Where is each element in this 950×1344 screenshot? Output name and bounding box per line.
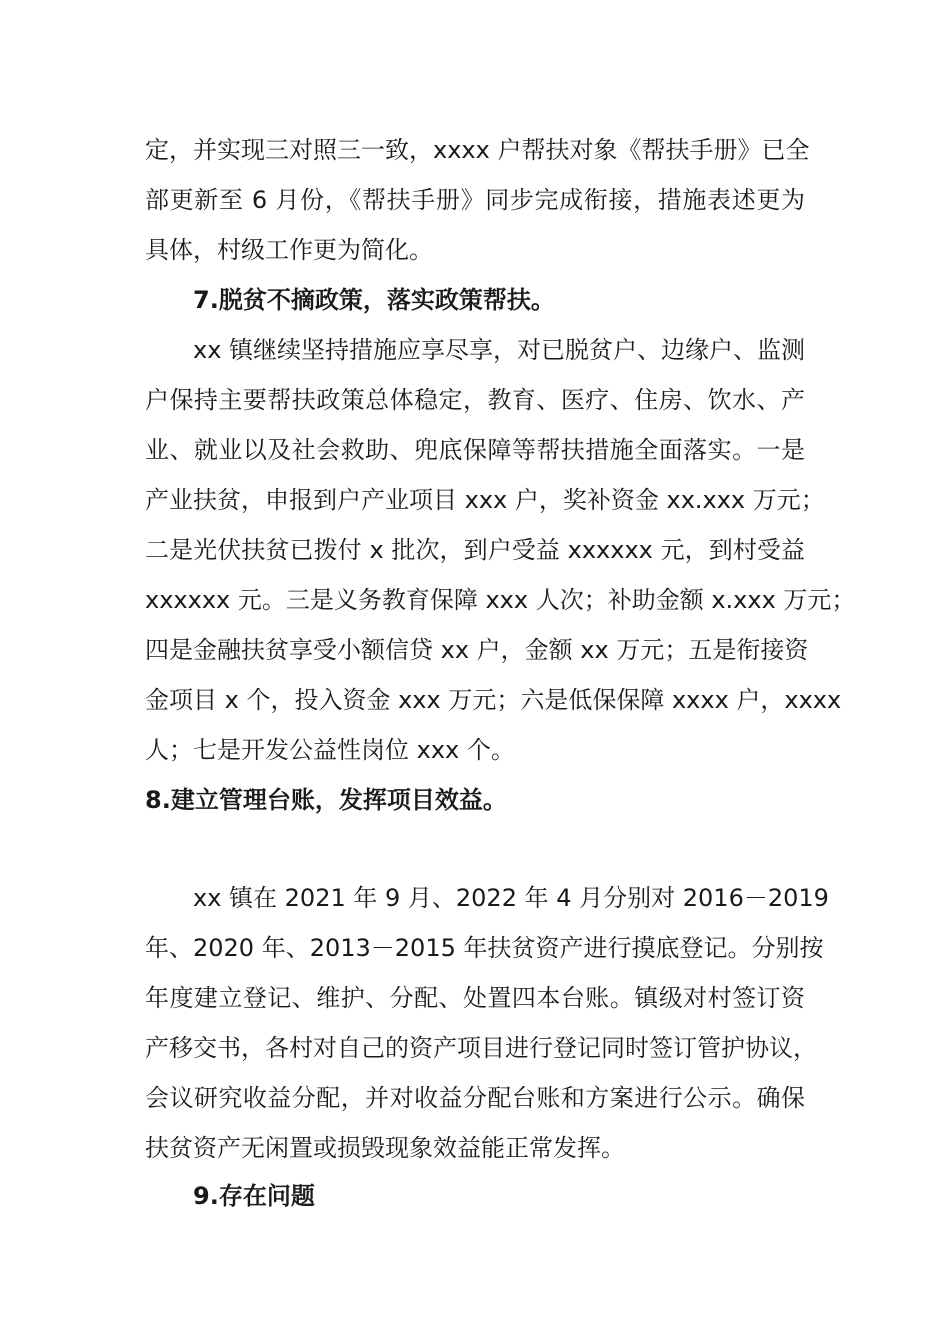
paragraph-line: xx 镇继续坚持措施应享尽享，对已脱贫户、边缘户、监测 <box>193 336 806 364</box>
paragraph-line: 人；七是开发公益性岗位 xxx 个。 <box>145 736 515 764</box>
paragraph-line: 产业扶贫，申报到户产业项目 xxx 户，奖补资金 xx.xxx 万元； <box>145 486 825 514</box>
paragraph-line: 部更新至 6 月份，《帮扶手册》同步完成衔接，措施表述更为 <box>145 186 805 214</box>
paragraph-line: 四是金融扶贫享受小额信贷 xx 户，金额 xx 万元；五是衔接资 <box>145 636 809 664</box>
paragraph-line: 定，并实现三对照三一致，xxxx 户帮扶对象《帮扶手册》已全 <box>145 136 810 164</box>
paragraph-line: 金项目 x 个，投入资金 xxx 万元；六是低保保障 xxxx 户，xxxx <box>145 686 842 714</box>
paragraph-line: 产移交书，各村对自己的资产项目进行登记同时签订管护协议， <box>145 1034 817 1062</box>
section-heading-9: 9.存在问题 <box>193 1182 315 1210</box>
paragraph-line: xxxxxx 元。三是义务教育保障 xxx 人次；补助金额 x.xxx 万元； <box>145 586 856 614</box>
paragraph-line: 业、就业以及社会救助、兜底保障等帮扶措施全面落实。一是 <box>145 436 805 464</box>
paragraph-line: xx 镇在 2021 年 9 月、2022 年 4 月分别对 2016－2019 <box>193 884 829 912</box>
paragraph-line: 年、2020 年、2013－2015 年扶贫资产进行摸底登记。分别按 <box>145 934 824 962</box>
paragraph-line: 年度建立登记、维护、分配、处置四本台账。镇级对村签订资 <box>145 984 805 1012</box>
section-heading-7: 7.脱贫不摘政策，落实政策帮扶。 <box>193 286 555 314</box>
paragraph-line: 户保持主要帮扶政策总体稳定，教育、医疗、住房、饮水、产 <box>145 386 805 414</box>
paragraph-line: 具体，村级工作更为简化。 <box>145 236 433 264</box>
paragraph-line: 扶贫资产无闲置或损毁现象效益能正常发挥。 <box>145 1134 625 1162</box>
paragraph-line: 会议研究收益分配，并对收益分配台账和方案进行公示。确保 <box>145 1084 805 1112</box>
section-heading-8: 8.建立管理台账，发挥项目效益。 <box>145 786 507 814</box>
paragraph-line: 二是光伏扶贫已拨付 x 批次，到户受益 xxxxxx 元，到村受益 <box>145 536 805 564</box>
